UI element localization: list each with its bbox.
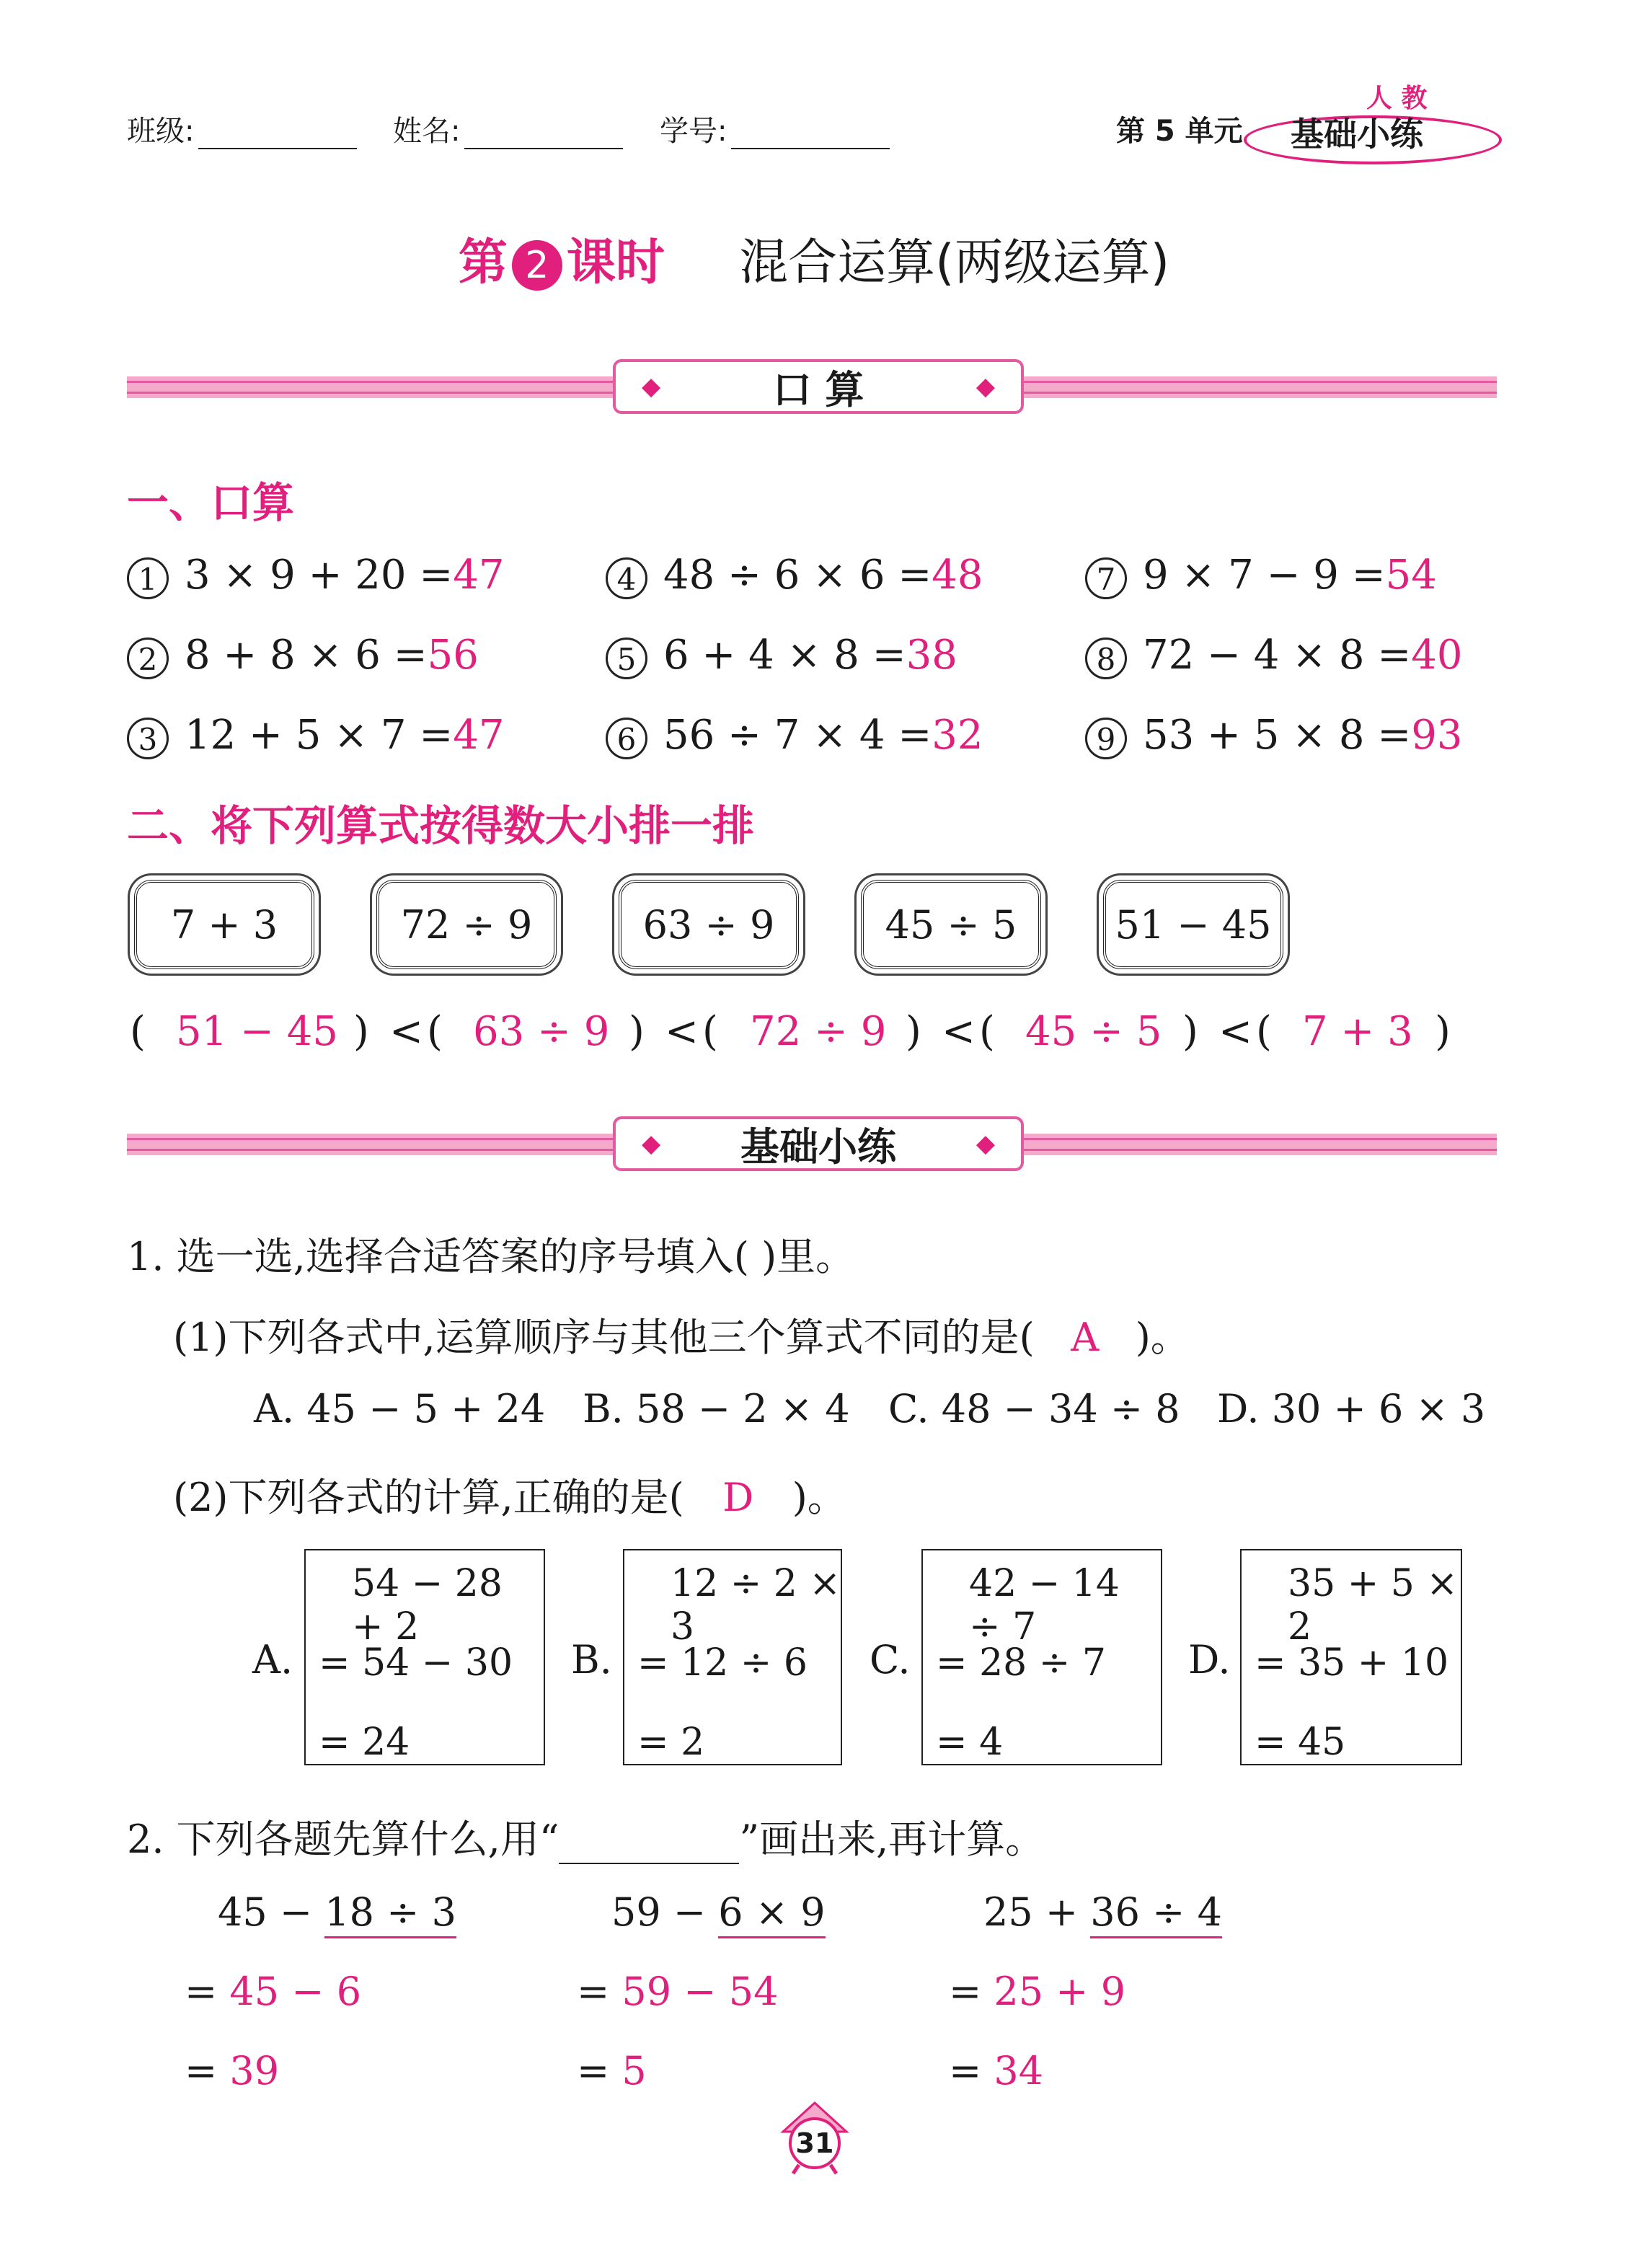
- diamond-icon: ◆: [976, 1129, 995, 1158]
- page-number-badge: 31: [779, 2099, 851, 2178]
- answer: A: [1071, 1315, 1100, 1360]
- answer: 47: [453, 552, 505, 599]
- order-answer: 72 ÷ 9: [750, 1008, 887, 1055]
- answer: 54: [1385, 552, 1437, 599]
- oral-item: 9 53 + 5 × 8 =93: [1085, 712, 1463, 759]
- question-2-stem: 2. 下列各题先算什么,用“ ”画出来,再计算。: [127, 1809, 1044, 1864]
- answer: 48: [932, 552, 983, 599]
- result-line: = 39: [185, 2048, 280, 2093]
- answer: 38: [906, 632, 957, 679]
- underline-sample: [559, 1830, 739, 1864]
- choice-letter: A.: [252, 1637, 293, 1682]
- oral-item: 8 72 − 4 × 8 =40: [1085, 632, 1463, 679]
- answer: 32: [932, 712, 983, 759]
- step-line: = 25 + 9: [949, 1969, 1126, 2014]
- section-heading: 一、口算: [127, 478, 295, 527]
- oral-item: 6 56 ÷ 7 × 4 =32: [606, 712, 983, 759]
- problem-expression: 59 − 6 × 9: [611, 1889, 826, 1935]
- diamond-icon: ◆: [642, 1129, 661, 1158]
- first-step-underline: 6 × 9: [718, 1889, 825, 1938]
- order-answer: 7 + 3: [1302, 1008, 1413, 1055]
- calc-box-d: 35 + 5 × 2 = 35 + 10 = 45: [1240, 1549, 1462, 1765]
- oral-item: 3 12 + 5 × 7 =47: [127, 712, 505, 759]
- option: A. 45 − 5 + 24: [254, 1386, 546, 1431]
- id-field: 学号:: [660, 108, 890, 149]
- brand-top: 人 教: [1366, 84, 1428, 113]
- question-1-stem: 1. 选一选,选择合适答案的序号填入( )里。: [127, 1234, 855, 1279]
- page-title: 第 2 课时 混合运算(两级运算): [458, 234, 1170, 291]
- diamond-icon: ◆: [976, 372, 995, 401]
- brand-title: 基础小练: [1291, 115, 1423, 154]
- question-1-part-2: (2)下列各式的计算,正确的是( D )。: [173, 1475, 846, 1520]
- expression-card: 63 ÷ 9: [619, 880, 799, 969]
- oral-item: 1 3 × 9 + 20 =47: [127, 552, 505, 599]
- expression-card: 7 + 3: [134, 880, 314, 969]
- order-answer: 45 ÷ 5: [1025, 1008, 1162, 1055]
- step-line: = 45 − 6: [185, 1969, 362, 2014]
- problem-expression: 25 + 36 ÷ 4: [983, 1889, 1222, 1935]
- diamond-icon: ◆: [642, 372, 661, 401]
- option: C. 48 − 34 ÷ 8: [888, 1386, 1180, 1431]
- calc-box-c: 42 − 14 ÷ 7 = 28 ÷ 7 = 4: [921, 1549, 1162, 1765]
- first-step-underline: 18 ÷ 3: [324, 1889, 456, 1938]
- id-blank[interactable]: [731, 116, 890, 149]
- class-blank[interactable]: [198, 116, 357, 149]
- name-field: 姓名:: [393, 108, 623, 149]
- oral-item: 7 9 × 7 − 9 =54: [1085, 552, 1437, 599]
- name-blank[interactable]: [464, 116, 623, 149]
- answer: 56: [427, 632, 479, 679]
- choice-letter: B.: [571, 1637, 612, 1682]
- choice-letter: C.: [870, 1637, 911, 1682]
- choice-letter: D.: [1188, 1637, 1231, 1682]
- oral-item: 5 6 + 4 × 8 =38: [606, 632, 957, 679]
- expression-card: 51 − 45: [1103, 880, 1283, 969]
- section-heading: 二、将下列算式按得数大小排一排: [127, 801, 755, 850]
- answer: 47: [453, 712, 505, 759]
- answer: 93: [1411, 712, 1463, 759]
- result-line: = 34: [949, 2048, 1044, 2093]
- problem-expression: 45 − 18 ÷ 3: [218, 1889, 456, 1935]
- first-step-underline: 36 ÷ 4: [1090, 1889, 1222, 1938]
- answer: D: [722, 1475, 754, 1520]
- lesson-topic: 混合运算(两级运算): [739, 234, 1170, 291]
- step-line: = 59 − 54: [577, 1969, 779, 2014]
- calc-box-a: 54 − 28 + 2 = 54 − 30 = 24: [304, 1549, 545, 1765]
- question-1-part-1: (1)下列各式中,运算顺序与其他三个算式不同的是( A )。: [173, 1315, 1190, 1360]
- option: B. 58 − 2 × 4: [583, 1386, 850, 1431]
- lesson-number-badge: 2: [512, 240, 562, 291]
- oral-item: 4 48 ÷ 6 × 6 =48: [606, 552, 983, 599]
- option: D. 30 + 6 × 3: [1217, 1386, 1486, 1431]
- order-answer: 63 ÷ 9: [473, 1008, 610, 1055]
- banner-practice: ◆ 基础小练 ◆: [613, 1116, 1024, 1171]
- class-field: 班级:: [127, 108, 357, 149]
- expression-card: 72 ÷ 9: [376, 880, 557, 969]
- calc-box-b: 12 ÷ 2 × 3 = 12 ÷ 6 = 2: [623, 1549, 842, 1765]
- result-line: = 5: [577, 2048, 647, 2093]
- expression-card: 45 ÷ 5: [861, 880, 1041, 969]
- order-answer: 51 − 45: [176, 1008, 339, 1055]
- unit-label: 第 5 单元: [1116, 115, 1243, 148]
- answer: 40: [1411, 632, 1463, 679]
- banner-oral: ◆ 口 算 ◆: [613, 359, 1024, 414]
- oral-item: 2 8 + 8 × 6 =56: [127, 632, 479, 679]
